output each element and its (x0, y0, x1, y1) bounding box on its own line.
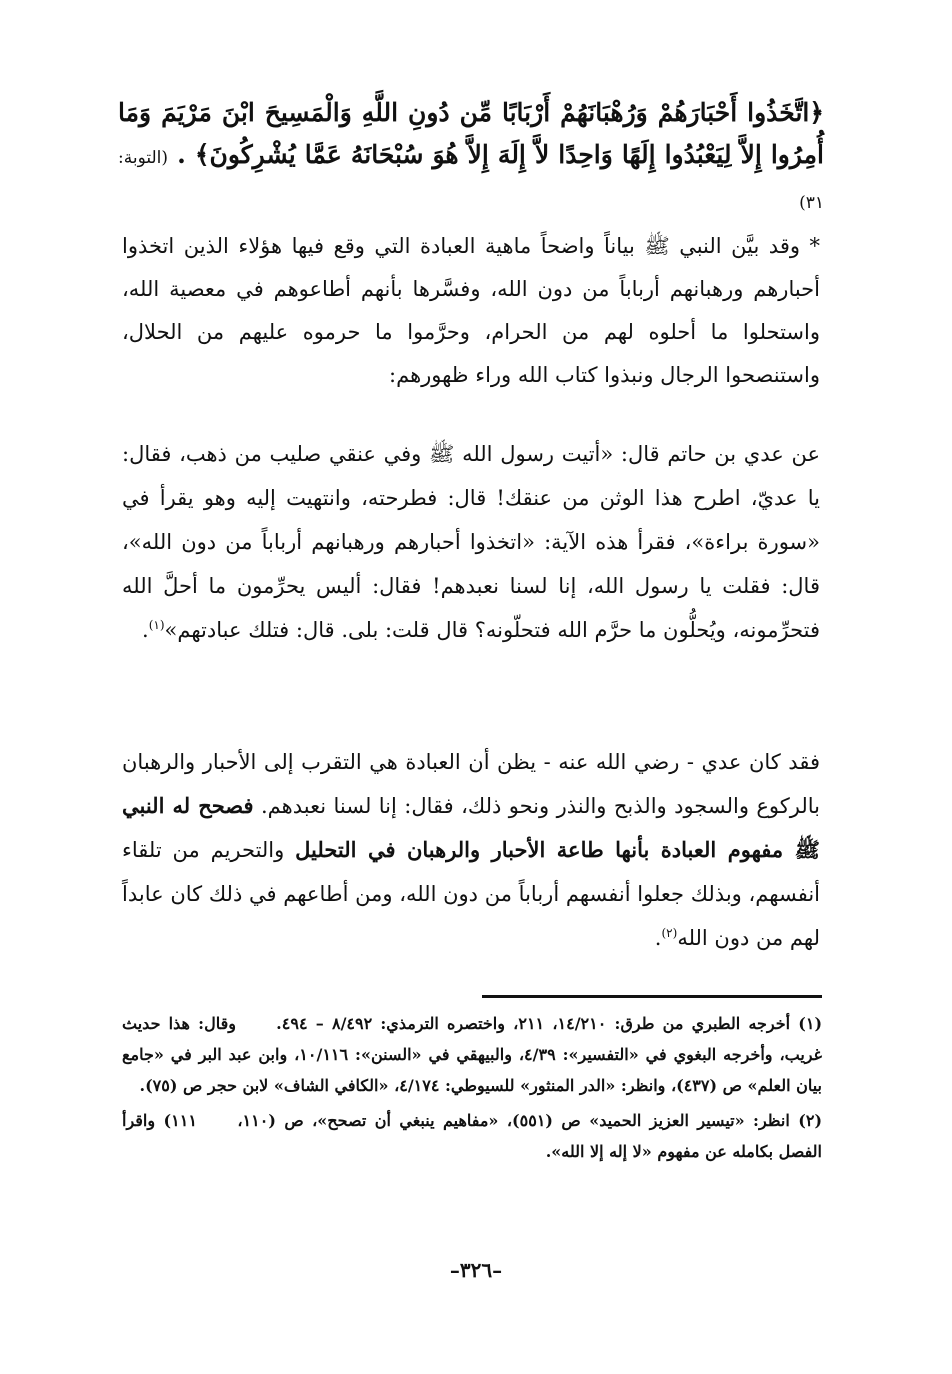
hadith-text: عن عدي بن حاتم قال: «أتيت رسول الله ﷺ وفي عنقي صليب من ذهب، فقال: يا عديّ، اطرح هذا الوثن من عنقك! قال: فطرحته، وانتهيت إليه وهو يقرأ في «سورة براءة»، فقرأ هذه الآية: «اتخذوا أحبارهم ورهبانهم أرباباً من دون الله»، قال: فقلت يا رسول الله، إنا لسنا نعبدهم! فقال: أليس يحرِّمون ما أحلَّ الله فتحرِّمونه، ويُحلُّون ما حرَّم الله فتحلّونه؟ قال قلت: بلى. قال: فتلك عبادتهم» (122, 442, 820, 642)
footnote-1-rest: وقال: هذا حديث غريب، وأخرجه البغوي في «التفسير»: ٤/٣٩، والبيهقي في «السنن»: ١٠/١١٦، وابن عبد البر في «جامع بيان العلم» ص (٤٣٧)، وانظر: «الدر المنثور» للسيوطي: ٤/١٧٤، «الكافي الشاف» لابن حجر ص (٧٥). (122, 1014, 822, 1095)
footnote-2 (122, 1105, 822, 1167)
commentary-part-3: والتحريم من تلقاء أنفسهم، وبذلك جعلوا أنفسهم أرباباً من دون الله، ومن أطاعهم في ذلك كان عابداً لهم من دون الله (122, 838, 820, 950)
commentary-part-2-bold: فصحح له النبي ﷺ مفهوم العبادة بأنها طاعة الأحبار والرهبان في التحليل (122, 793, 820, 862)
page-number: –٣٢٦– (449, 1258, 503, 1282)
paragraph-hadith (122, 432, 820, 652)
footnote-marker-1[interactable]: (١) (148, 618, 165, 632)
footnote-2-rest: ١١١) واقرأ الفصل بكامله عن مفهوم «لا إله إلا الله». (122, 1111, 822, 1161)
quran-verse (118, 92, 824, 224)
verse-text: ﴿اتَّخَذُوا أَحْبَارَهُمْ وَرُهْبَانَهُمْ أَرْبَابًا مِّن دُونِ اللَّهِ وَالْمَسِيحَ ابْنَ مَرْيَمَ وَمَا أُمِرُوا إِلاَّ لِيَعْبُدُوا إِلَهًا وَاحِدًا لاَّ إِلَهَ إِلاَّ هُوَ سُبْحَانَهُ عَمَّا يُشْرِكُونَ﴾ . (118, 98, 824, 169)
paragraph-explanation (122, 225, 820, 397)
footnote-2-first: (٢) انظر: «تيسير العزيز الحميد» ص (٥٥١)، «مفاهيم ينبغي أن تصحح»، ص (١١٠، (237, 1111, 823, 1130)
footnote-separator (482, 995, 822, 998)
hadith-end: . (142, 618, 149, 642)
footnote-1 (122, 1008, 822, 1101)
footnote-1-first: (١) أخرجه الطبري من طرق: ١٤/٢١٠، ٢١١، واختصره الترمذي: ٨/٤٩٢ – ٤٩٤. (276, 1014, 823, 1033)
commentary-end: . (654, 926, 662, 950)
paragraph-1-text: * وقد بيَّن النبي ﷺ بياناً واضحاً ماهية العبادة التي وقع فيها هؤلاء الذين اتخذوا أحبارهم ورهبانهم أرباباً من دون الله، وفسَّرها بأنهم أطاعوهم في معصية الله، واستحلوا ما أحلوه لهم من الحرام، وحرَّموا ما حرموه عليهم من الحلال، واستنصحوا الرجال ونبذوا كتاب الله وراء ظهورهم: (122, 234, 820, 387)
verse-reference: (التوبة: ٣١) (118, 148, 824, 213)
commentary-part-1: فقد كان عدي - رضي الله عنه - يظن أن العبادة هي التقرب إلى الأحبار والرهبان بالركوع والسجود والذبح والنذر ونحو ذلك، فقال: إنا لسنا نعبدهم. (122, 750, 820, 818)
footnotes (122, 1008, 822, 1171)
paragraph-commentary (122, 740, 820, 960)
footnote-marker-2[interactable]: (٢) (661, 926, 678, 940)
